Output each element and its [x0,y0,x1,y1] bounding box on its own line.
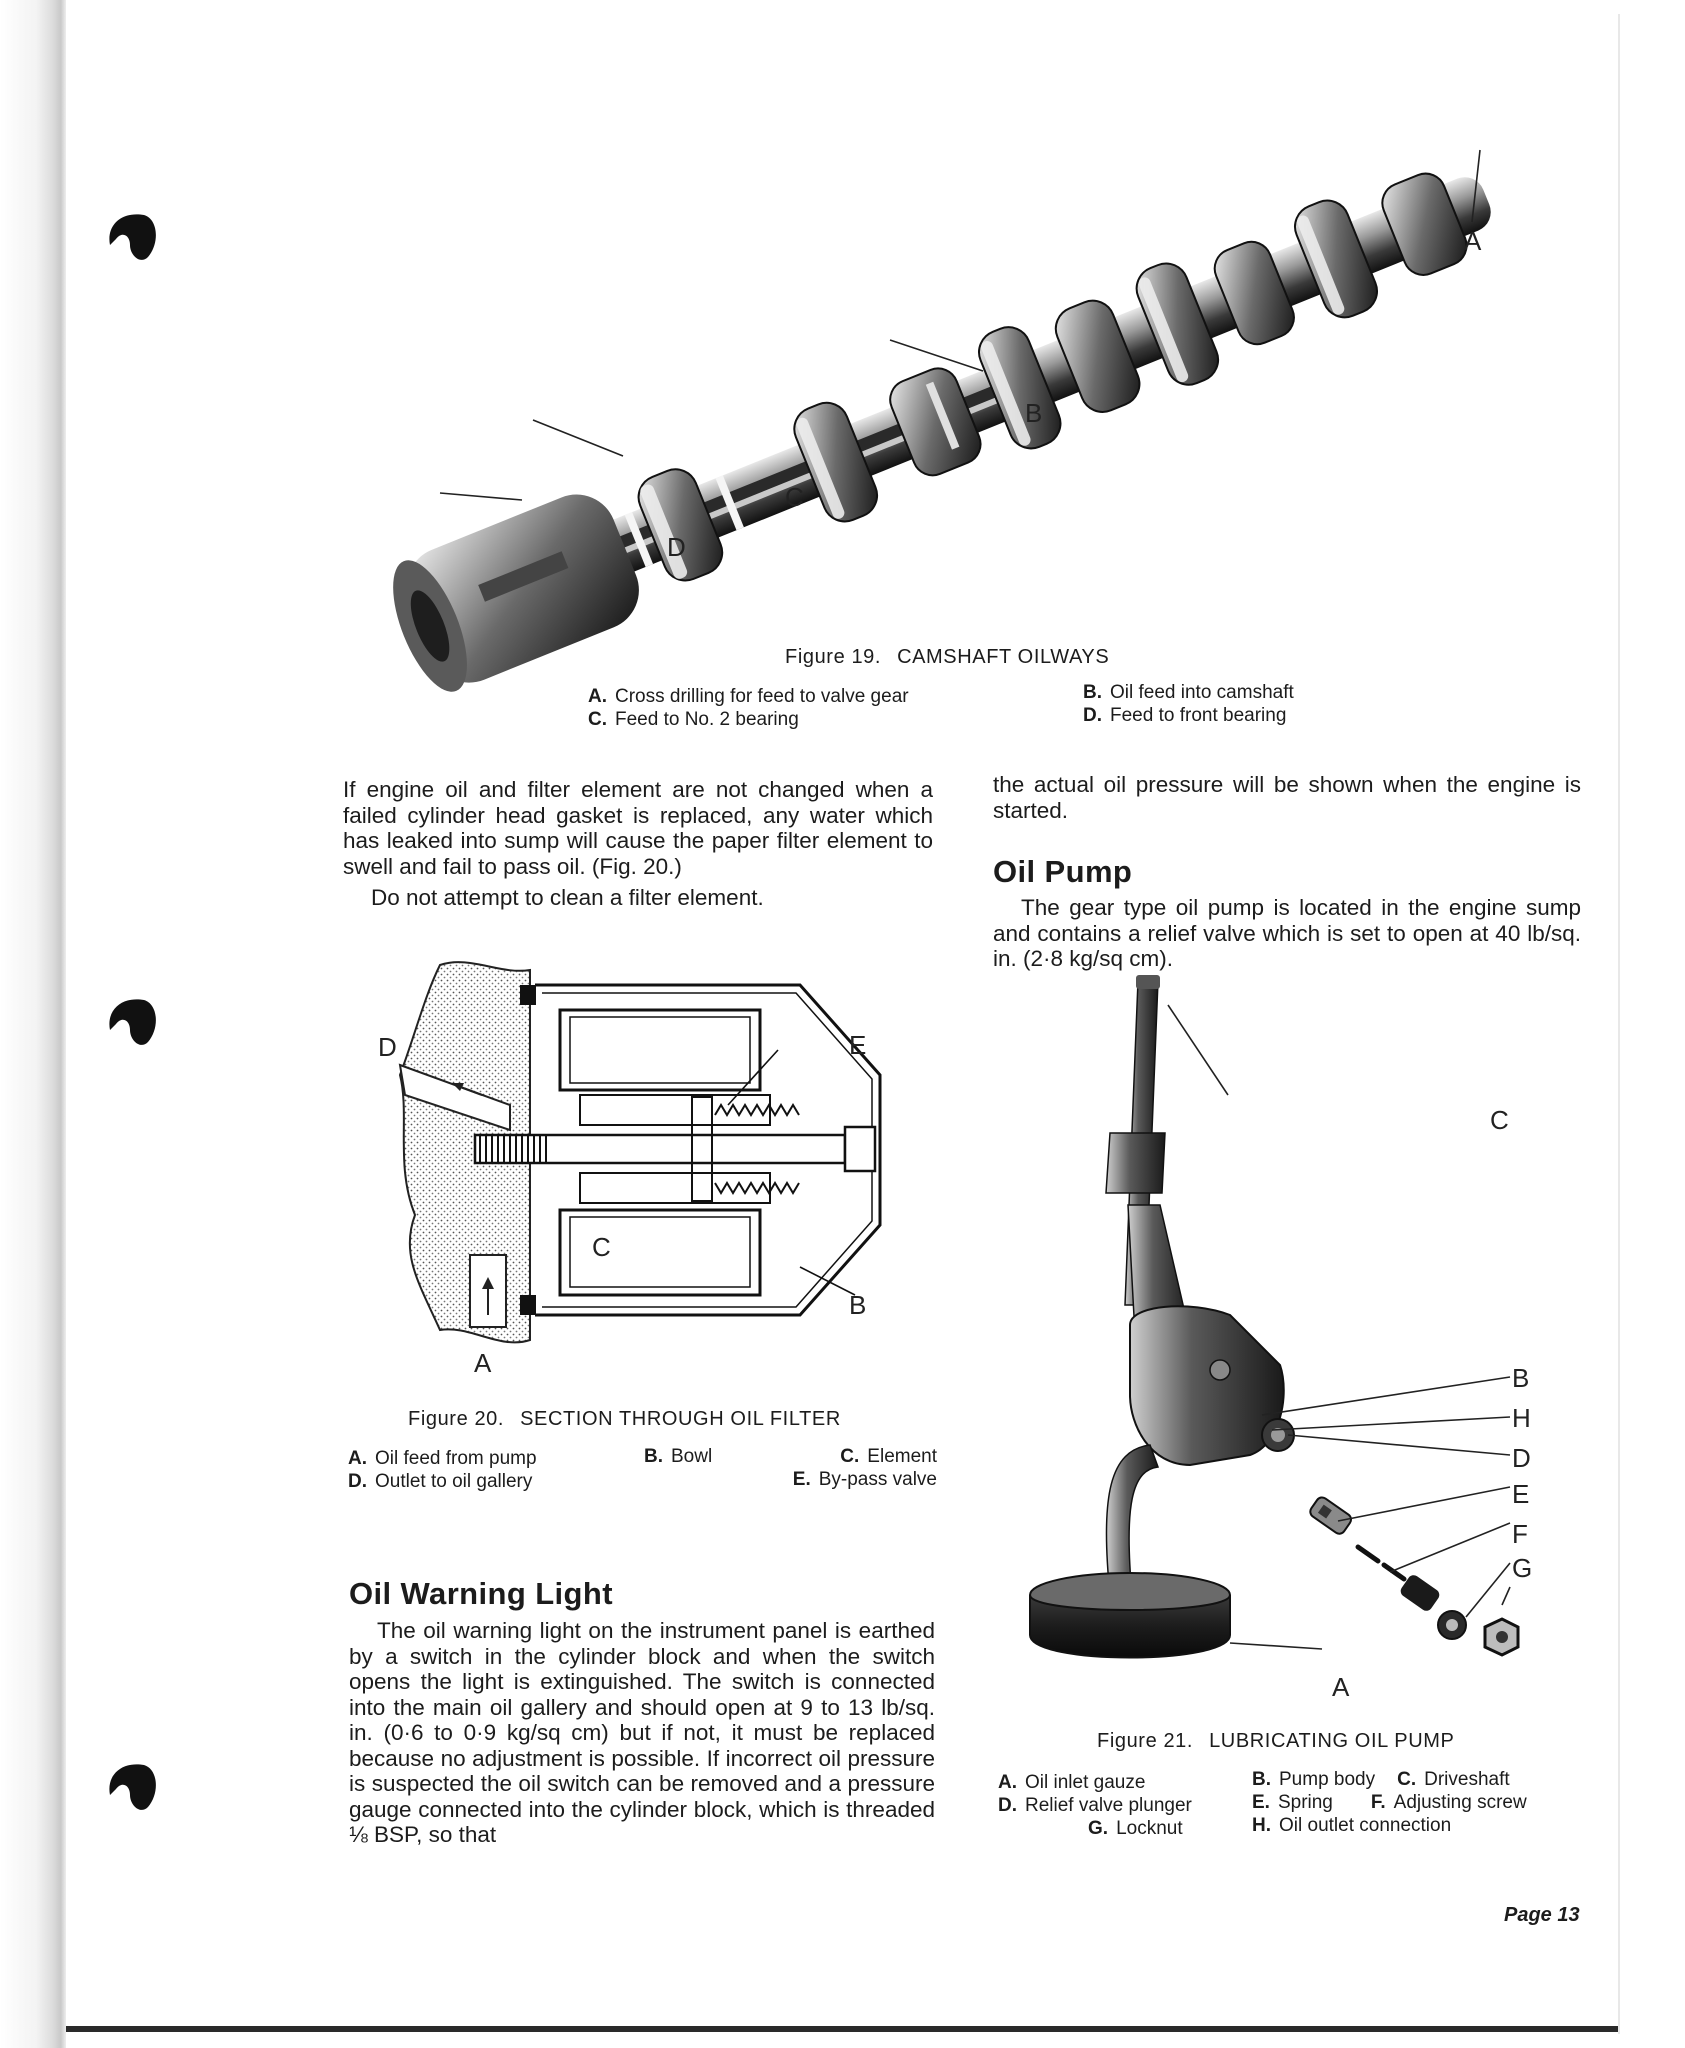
fig19-title: CAMSHAFT OILWAYS [897,646,1110,668]
fig20-number: Figure 20. [408,1408,505,1430]
fig21-callout-c: C [1490,1105,1509,1135]
binder-hole-icon [100,990,162,1052]
page-bottom-rule [66,2026,1618,2032]
camshaft-illustration [380,120,1540,650]
binder-hole-icon [100,1755,162,1817]
fig20-legend-c: C. Element [840,1446,937,1467]
fig20-callout-c: C [592,1232,611,1262]
fig20-callout-e: E [849,1030,867,1060]
fig20-legend-a: A. Oil feed from pump [348,1448,537,1469]
oil-filter-section-diagram [380,955,910,1355]
fig19-legend-right [1083,681,1463,727]
fig21-callout-g: G [1512,1553,1533,1583]
fig19-number: Figure 19. [785,646,882,668]
fig21-title: LUBRICATING OIL PUMP [1209,1730,1455,1752]
fig19-callout-a: A [1464,226,1482,256]
fig21-callout-e: E [1512,1479,1530,1509]
fig21-legend-a: A. Oil inlet gauze [998,1772,1146,1793]
page-number: Page 13 [1504,1904,1580,1926]
fig21-callout-d: D [1512,1443,1531,1473]
oil-warning-light-text: The oil warning light on the instrument panel is earthed by a switch in the cylinder block and when the switch opens the light is extinguished. The switch is connected into the main oil gallery and should open at 9 to 13 lb/sq. in. (0·6 to 0·9 kg/sq cm) but if not, it must be replaced because no adjustment is possible. If incorrect oil pressure is suspected the oil switch can be removed and a pressure gauge connected into the cylinder block, which is threaded ⅛ BSP, so that [349,1618,935,1847]
fig21-callout-h: H [1512,1403,1531,1433]
fig21-legend-h: H. Oil outlet connection [1252,1815,1452,1836]
fig19-caption [785,646,1109,669]
binder-hole-icon [100,205,162,267]
oil-warning-light-heading: Oil Warning Light [349,1576,613,1611]
binder-edge [0,0,66,2048]
fig21-legend-bc: B. Pump body C. Driveshaft [1252,1769,1510,1790]
fig21-callout-a: A [1332,1672,1350,1702]
oil-pump-illustration [1040,975,1600,1695]
oil-warning-light-section [349,1618,935,1848]
fig21-number: Figure 21. [1097,1730,1194,1752]
fig19-legend-a: A. Cross drilling for feed to valve gear [588,686,909,707]
fig21-legend-ef: E. Spring F. Adjusting screw [1252,1792,1527,1813]
oil-pump-text: The gear type oil pump is located in the engine sump and contains a relief valve which is set to open at 40 lb/sq. in. (2·8 kg/sq cm). [993,895,1581,971]
filter-paragraph-text: If engine oil and filter element are not changed when a failed cylinder head gasket is replaced, any water which has leaked into sump will cause the paper filter element to swell and fail to pass oil. (Fig. 20.) [343,777,933,879]
fig21-legend-g: G. Locknut [1088,1818,1183,1839]
continuation-paragraph [993,772,1581,823]
fig21-legend-d: D. Relief valve plunger [998,1795,1192,1816]
fig19-legend-c: C. Feed to No. 2 bearing [588,709,799,730]
fig20-callout-b: B [849,1290,867,1320]
fig20-legend-e: E. By-pass valve [792,1469,937,1490]
oil-pump-heading: Oil Pump [993,854,1133,889]
fig20-callout-a: A [474,1348,492,1378]
fig19-legend-d: D. Feed to front bearing [1083,705,1287,726]
fig19-callout-c: C [785,482,804,512]
fig20-legend-col1 [348,1447,578,1493]
fig20-legend-col3 [752,1445,937,1491]
fig19-legend-left [588,685,1028,731]
oil-pump-section [993,895,1581,972]
fig20-legend-col2 [644,1445,764,1468]
fig21-callout-f: F [1512,1519,1528,1549]
fig21-legend-col2 [1252,1768,1597,1837]
filter-paragraph-note: Do not attempt to clean a filter element. [371,885,764,910]
fig20-title: SECTION THROUGH OIL FILTER [520,1408,841,1430]
fig21-caption [1097,1730,1454,1753]
fig20-legend-b: B. Bowl [644,1446,713,1467]
fig21-callout-b: B [1512,1363,1530,1393]
continuation-text: the actual oil pressure will be shown when the engine is started. [993,772,1581,823]
fig20-callout-d: D [378,1032,397,1062]
fig19-callout-d: D [667,532,686,562]
fig19-callout-b: B [1025,398,1043,428]
fig20-legend-d: D. Outlet to oil gallery [348,1471,533,1492]
fig19-legend-b: B. Oil feed into camshaft [1083,682,1294,703]
fig21-legend-col1 [998,1771,1248,1840]
filter-paragraph [343,777,933,911]
fig20-caption [408,1408,841,1431]
